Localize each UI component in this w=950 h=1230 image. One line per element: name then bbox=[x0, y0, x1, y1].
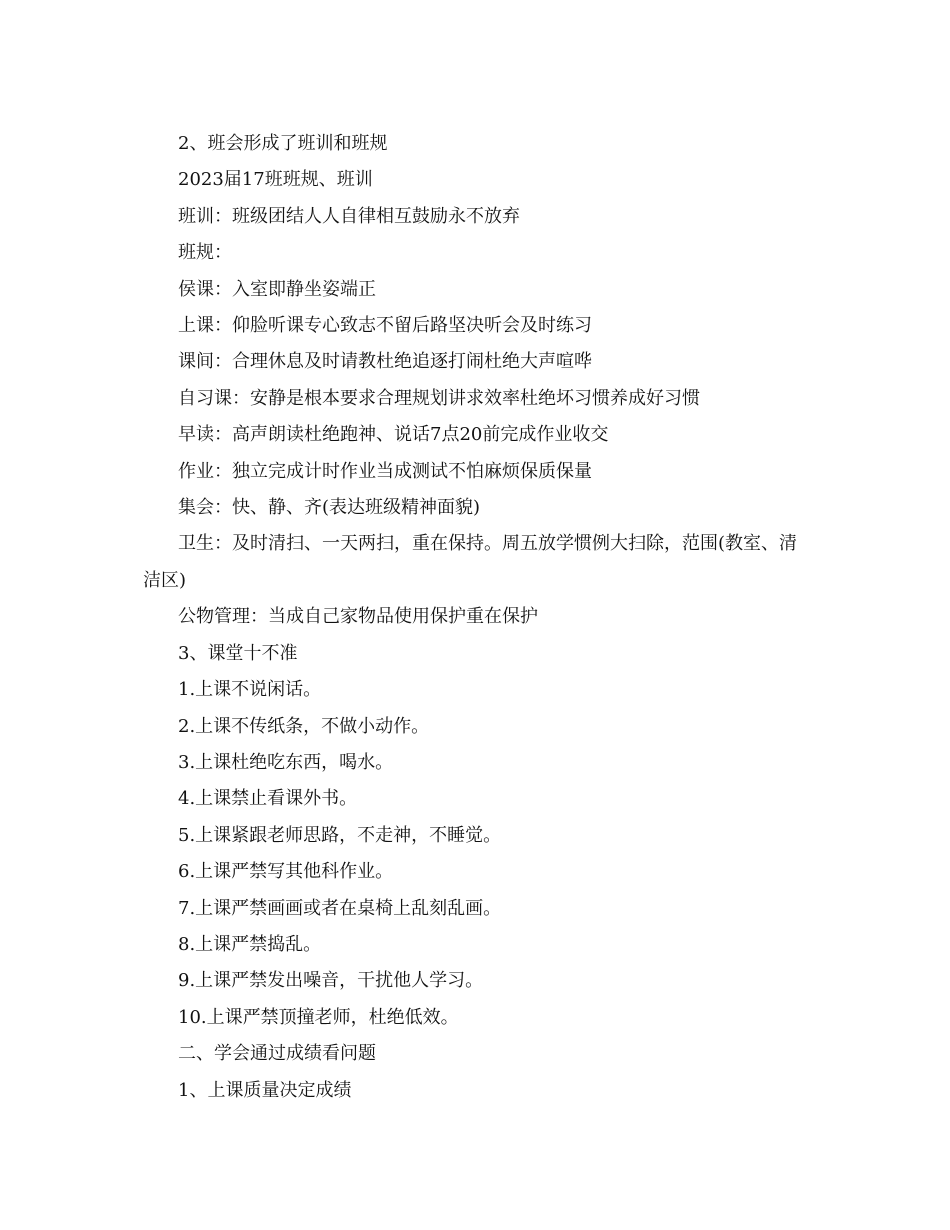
rule-hygiene: 卫生：及时清扫、一天两扫，重在保持。周五放学惯例大扫除，范围(教室、清洁区) bbox=[143, 533, 798, 591]
prohibition-item: 5.上课紧跟老师思路，不走神，不睡觉。 bbox=[178, 824, 502, 846]
prohibition-item: 3.上课杜绝吃东西，喝水。 bbox=[178, 751, 394, 773]
section-heading-grades: 二、学会通过成绩看问题 bbox=[178, 1043, 376, 1065]
rule-waiting-for-class: 侯课：入室即静坐姿端正 bbox=[178, 278, 376, 300]
prohibition-item: 4.上课禁止看课外书。 bbox=[178, 788, 358, 810]
prohibition-item: 2.上课不传纸条，不做小动作。 bbox=[178, 715, 430, 737]
section-heading-class-rules: 2、班会形成了班训和班规 bbox=[178, 133, 388, 154]
section-heading-ten-prohibitions: 3、课堂十不准 bbox=[178, 642, 298, 664]
class-rules-title: 2023届17班班规、班训 bbox=[178, 169, 373, 191]
class-rules-label: 班规： bbox=[178, 242, 232, 264]
prohibition-item: 7.上课严禁画画或者在桌椅上乱刻乱画。 bbox=[178, 897, 502, 919]
prohibition-item: 10.上课严禁顶撞老师，杜绝低效。 bbox=[178, 1006, 459, 1028]
document-body bbox=[143, 126, 813, 1109]
prohibition-item: 9.上课严禁发出噪音，干扰他人学习。 bbox=[178, 970, 484, 992]
rule-homework: 作业：独立完成计时作业当成测试不怕麻烦保质保量 bbox=[178, 460, 592, 482]
rule-public-property: 公物管理：当成自己家物品使用保护重在保护 bbox=[178, 606, 538, 628]
class-motto: 班训：班级团结人人自律相互鼓励永不放弃 bbox=[178, 205, 520, 227]
prohibition-item: 8.上课严禁捣乱。 bbox=[178, 933, 322, 955]
rule-break-time: 课间：合理休息及时请教杜绝追逐打闹杜绝大声喧哗 bbox=[178, 351, 592, 373]
prohibition-item: 1.上课不说闲话。 bbox=[178, 679, 322, 701]
subheading-class-quality: 1、上课质量决定成绩 bbox=[178, 1079, 352, 1101]
rule-morning-reading: 早读：高声朗读杜绝跑神、说话7点20前完成作业收交 bbox=[178, 424, 609, 446]
rule-assembly: 集会：快、静、齐(表达班级精神面貌) bbox=[178, 497, 481, 519]
rule-self-study: 自习课：安静是根本要求合理规划讲求效率杜绝坏习惯养成好习惯 bbox=[178, 387, 700, 409]
prohibition-item: 6.上课严禁写其他科作业。 bbox=[178, 861, 394, 883]
rule-in-class: 上课：仰脸听课专心致志不留后路坚决听会及时练习 bbox=[178, 315, 592, 337]
